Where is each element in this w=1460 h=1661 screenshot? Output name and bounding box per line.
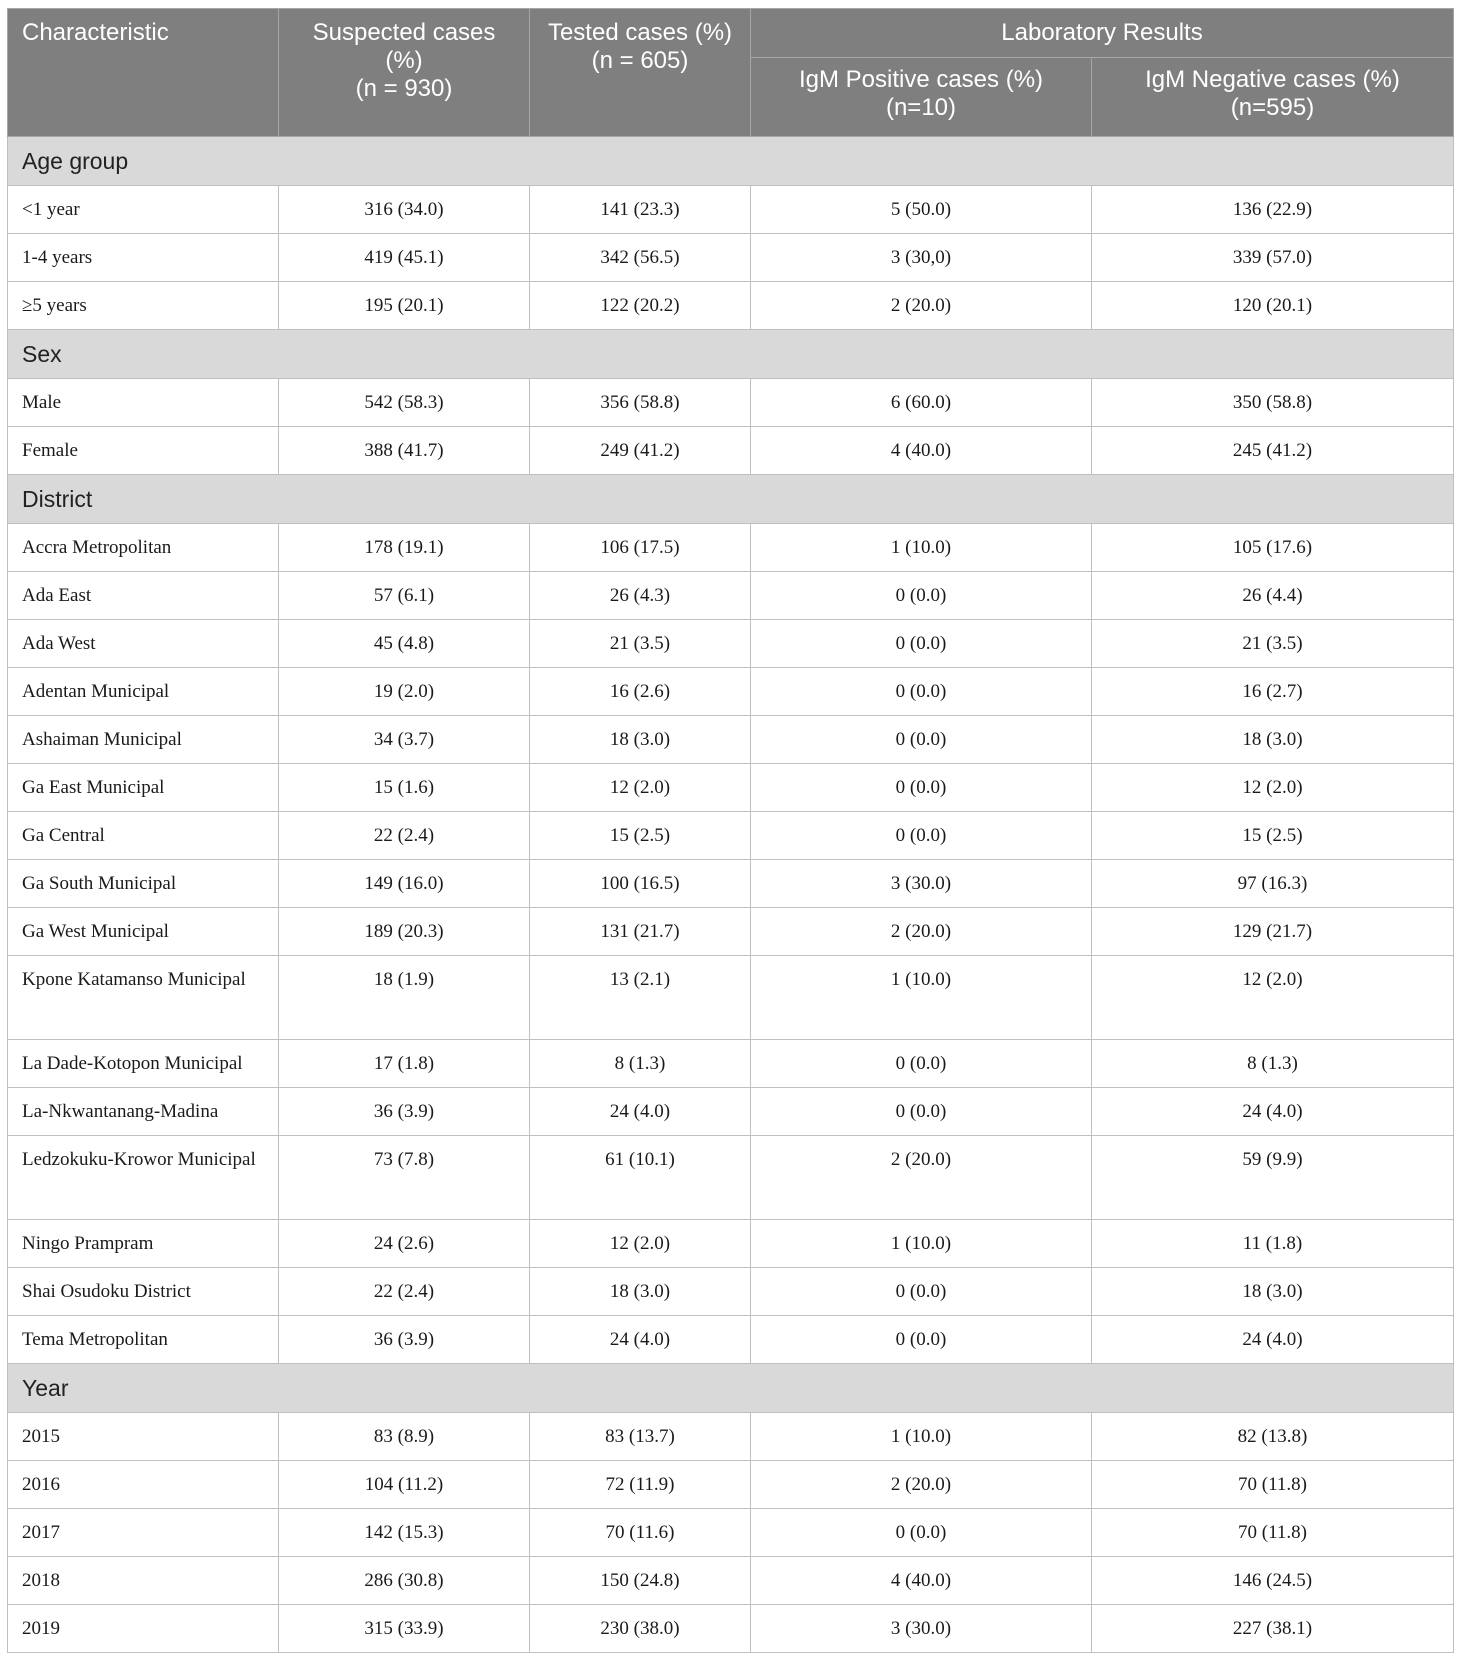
cell-igm-positive: 0 (0.0) (751, 1316, 1092, 1364)
header-igm-positive-line2: (n=10) (885, 94, 957, 121)
table-row (8, 1220, 1454, 1268)
header-tested (530, 9, 751, 137)
cell-igm-negative: 15 (2.5) (1092, 812, 1454, 860)
header-suspected-line1: Suspected cases (%) (312, 19, 496, 74)
cell-tested: 12 (2.0) (530, 764, 751, 812)
cell-igm-negative: 18 (3.0) (1092, 1268, 1454, 1316)
cell-igm-positive: 0 (0.0) (751, 764, 1092, 812)
cell-suspected: 34 (3.7) (279, 716, 530, 764)
row-label: <1 year (8, 186, 279, 234)
row-label: Ga East Municipal (8, 764, 279, 812)
cell-igm-negative: 227 (38.1) (1092, 1605, 1454, 1653)
cell-igm-positive: 3 (30.0) (751, 1605, 1092, 1653)
cell-igm-positive: 5 (50.0) (751, 186, 1092, 234)
section-row (8, 137, 1454, 186)
cell-suspected: 15 (1.6) (279, 764, 530, 812)
row-label: Ada East (8, 572, 279, 620)
cell-suspected: 57 (6.1) (279, 572, 530, 620)
cell-tested: 18 (3.0) (530, 716, 751, 764)
cell-tested: 15 (2.5) (530, 812, 751, 860)
header-characteristic (8, 9, 279, 137)
table-row (8, 1088, 1454, 1136)
cell-suspected: 189 (20.3) (279, 908, 530, 956)
cell-igm-negative: 70 (11.8) (1092, 1461, 1454, 1509)
section-title: Sex (8, 330, 1454, 379)
section-title: Year (8, 1364, 1454, 1413)
cell-igm-negative: 136 (22.9) (1092, 186, 1454, 234)
cell-tested: 249 (41.2) (530, 427, 751, 475)
cell-tested: 16 (2.6) (530, 668, 751, 716)
cell-tested: 61 (10.1) (530, 1136, 751, 1220)
table-row (8, 860, 1454, 908)
header-igm-positive-line1: IgM Positive cases (%) (798, 66, 1044, 93)
cell-igm-positive: 0 (0.0) (751, 572, 1092, 620)
row-label: 2015 (8, 1413, 279, 1461)
row-label: Accra Metropolitan (8, 524, 279, 572)
cell-igm-negative: 59 (9.9) (1092, 1136, 1454, 1220)
header-laboratory-results-label: Laboratory Results (1001, 19, 1203, 46)
table-row (8, 812, 1454, 860)
row-label: Ashaiman Municipal (8, 716, 279, 764)
table-row (8, 186, 1454, 234)
header-igm-negative (1092, 58, 1454, 137)
section-row (8, 330, 1454, 379)
row-label: La Dade-Kotopon Municipal (8, 1040, 279, 1088)
table-row (8, 1136, 1454, 1220)
row-label: 2019 (8, 1605, 279, 1653)
row-label: 2016 (8, 1461, 279, 1509)
cell-igm-positive: 1 (10.0) (751, 956, 1092, 1040)
cell-tested: 70 (11.6) (530, 1509, 751, 1557)
cell-suspected: 142 (15.3) (279, 1509, 530, 1557)
cell-tested: 21 (3.5) (530, 620, 751, 668)
table-row (8, 620, 1454, 668)
table-row (8, 1413, 1454, 1461)
cell-igm-positive: 2 (20.0) (751, 282, 1092, 330)
cell-igm-negative: 129 (21.7) (1092, 908, 1454, 956)
header-tested-line2: (n = 605) (591, 47, 689, 74)
cell-tested: 83 (13.7) (530, 1413, 751, 1461)
header-laboratory-results (751, 9, 1454, 58)
row-label: Tema Metropolitan (8, 1316, 279, 1364)
cell-igm-negative: 105 (17.6) (1092, 524, 1454, 572)
row-label: La-Nkwantanang-Madina (8, 1088, 279, 1136)
row-label: Ningo Prampram (8, 1220, 279, 1268)
cell-igm-negative: 16 (2.7) (1092, 668, 1454, 716)
cell-suspected: 388 (41.7) (279, 427, 530, 475)
cell-suspected: 24 (2.6) (279, 1220, 530, 1268)
table-row (8, 379, 1454, 427)
cell-igm-negative: 245 (41.2) (1092, 427, 1454, 475)
cell-igm-negative: 350 (58.8) (1092, 379, 1454, 427)
cell-tested: 8 (1.3) (530, 1040, 751, 1088)
table-row (8, 524, 1454, 572)
row-label: Ga West Municipal (8, 908, 279, 956)
cell-igm-negative: 21 (3.5) (1092, 620, 1454, 668)
table-row (8, 764, 1454, 812)
header-igm-negative-line2: (n=595) (1230, 94, 1315, 121)
cell-tested: 100 (16.5) (530, 860, 751, 908)
section-title: Age group (8, 137, 1454, 186)
table-row (8, 1268, 1454, 1316)
table-row (8, 668, 1454, 716)
table-row (8, 427, 1454, 475)
cell-igm-positive: 1 (10.0) (751, 1220, 1092, 1268)
cell-igm-positive: 0 (0.0) (751, 716, 1092, 764)
cell-suspected: 22 (2.4) (279, 812, 530, 860)
section-row (8, 1364, 1454, 1413)
table-row (8, 1461, 1454, 1509)
cell-igm-negative: 18 (3.0) (1092, 716, 1454, 764)
cell-suspected: 45 (4.8) (279, 620, 530, 668)
table-row (8, 716, 1454, 764)
cell-suspected: 36 (3.9) (279, 1088, 530, 1136)
cell-igm-negative: 24 (4.0) (1092, 1088, 1454, 1136)
cell-suspected: 17 (1.8) (279, 1040, 530, 1088)
cell-tested: 356 (58.8) (530, 379, 751, 427)
cell-suspected: 73 (7.8) (279, 1136, 530, 1220)
header-characteristic-label: Characteristic (22, 19, 169, 46)
cell-suspected: 419 (45.1) (279, 234, 530, 282)
cell-tested: 13 (2.1) (530, 956, 751, 1040)
row-label: ≥5 years (8, 282, 279, 330)
cell-igm-positive: 3 (30.0) (751, 860, 1092, 908)
table-row (8, 1040, 1454, 1088)
cell-igm-positive: 2 (20.0) (751, 908, 1092, 956)
table-row (8, 1316, 1454, 1364)
cell-igm-positive: 0 (0.0) (751, 1040, 1092, 1088)
cell-suspected: 315 (33.9) (279, 1605, 530, 1653)
cell-igm-negative: 12 (2.0) (1092, 956, 1454, 1040)
cell-tested: 122 (20.2) (530, 282, 751, 330)
cell-tested: 12 (2.0) (530, 1220, 751, 1268)
cell-suspected: 36 (3.9) (279, 1316, 530, 1364)
cell-tested: 342 (56.5) (530, 234, 751, 282)
header-tested-line1: Tested cases (%) (547, 19, 733, 46)
row-label: Ga South Municipal (8, 860, 279, 908)
row-label: 2017 (8, 1509, 279, 1557)
cell-suspected: 83 (8.9) (279, 1413, 530, 1461)
cell-tested: 24 (4.0) (530, 1088, 751, 1136)
cell-igm-negative: 11 (1.8) (1092, 1220, 1454, 1268)
cell-suspected: 19 (2.0) (279, 668, 530, 716)
cell-suspected: 149 (16.0) (279, 860, 530, 908)
table-row (8, 282, 1454, 330)
table-row (8, 572, 1454, 620)
cell-suspected: 104 (11.2) (279, 1461, 530, 1509)
cell-igm-negative: 82 (13.8) (1092, 1413, 1454, 1461)
cell-suspected: 542 (58.3) (279, 379, 530, 427)
cell-tested: 106 (17.5) (530, 524, 751, 572)
row-label: 2018 (8, 1557, 279, 1605)
cell-suspected: 178 (19.1) (279, 524, 530, 572)
cell-igm-negative: 70 (11.8) (1092, 1509, 1454, 1557)
cell-igm-negative: 8 (1.3) (1092, 1040, 1454, 1088)
cell-tested: 131 (21.7) (530, 908, 751, 956)
row-label: Female (8, 427, 279, 475)
table-row (8, 1605, 1454, 1653)
cell-igm-positive: 3 (30,0) (751, 234, 1092, 282)
header-igm-negative-line1: IgM Negative cases (%) (1145, 66, 1400, 93)
cell-suspected: 195 (20.1) (279, 282, 530, 330)
cell-igm-positive: 6 (60.0) (751, 379, 1092, 427)
table-row (8, 908, 1454, 956)
cell-tested: 18 (3.0) (530, 1268, 751, 1316)
cell-suspected: 286 (30.8) (279, 1557, 530, 1605)
cell-igm-positive: 4 (40.0) (751, 1557, 1092, 1605)
cell-igm-negative: 339 (57.0) (1092, 234, 1454, 282)
cell-tested: 72 (11.9) (530, 1461, 751, 1509)
header-igm-positive (751, 58, 1092, 137)
cell-suspected: 18 (1.9) (279, 956, 530, 1040)
cell-igm-positive: 0 (0.0) (751, 1088, 1092, 1136)
cell-igm-negative: 12 (2.0) (1092, 764, 1454, 812)
cell-igm-positive: 0 (0.0) (751, 1268, 1092, 1316)
cell-suspected: 22 (2.4) (279, 1268, 530, 1316)
cell-tested: 26 (4.3) (530, 572, 751, 620)
cell-igm-positive: 1 (10.0) (751, 524, 1092, 572)
cell-igm-positive: 0 (0.0) (751, 812, 1092, 860)
row-label: 1-4 years (8, 234, 279, 282)
row-label: Male (8, 379, 279, 427)
cell-igm-positive: 4 (40.0) (751, 427, 1092, 475)
cell-tested: 141 (23.3) (530, 186, 751, 234)
cell-igm-negative: 24 (4.0) (1092, 1316, 1454, 1364)
row-label: Adentan Municipal (8, 668, 279, 716)
row-label: Kpone Katamanso Municipal (8, 956, 279, 1040)
cell-igm-negative: 26 (4.4) (1092, 572, 1454, 620)
cell-suspected: 316 (34.0) (279, 186, 530, 234)
cell-igm-negative: 97 (16.3) (1092, 860, 1454, 908)
header-suspected (279, 9, 530, 137)
cell-igm-positive: 0 (0.0) (751, 620, 1092, 668)
row-label: Ga Central (8, 812, 279, 860)
cell-tested: 230 (38.0) (530, 1605, 751, 1653)
section-title: District (8, 475, 1454, 524)
table-row (8, 1557, 1454, 1605)
cell-igm-negative: 120 (20.1) (1092, 282, 1454, 330)
cell-igm-positive: 0 (0.0) (751, 668, 1092, 716)
cell-tested: 150 (24.8) (530, 1557, 751, 1605)
row-label: Ledzokuku-Krowor Municipal (8, 1136, 279, 1220)
cell-igm-positive: 2 (20.0) (751, 1136, 1092, 1220)
cell-tested: 24 (4.0) (530, 1316, 751, 1364)
characteristics-table (7, 8, 1454, 1653)
cell-igm-positive: 0 (0.0) (751, 1509, 1092, 1557)
cell-igm-positive: 2 (20.0) (751, 1461, 1092, 1509)
header-suspected-line2: (n = 930) (355, 75, 453, 102)
row-label: Ada West (8, 620, 279, 668)
row-label: Shai Osudoku District (8, 1268, 279, 1316)
table-header (8, 9, 1454, 137)
section-row (8, 475, 1454, 524)
cell-igm-negative: 146 (24.5) (1092, 1557, 1454, 1605)
table-body (8, 137, 1454, 1653)
table-row (8, 234, 1454, 282)
cell-igm-positive: 1 (10.0) (751, 1413, 1092, 1461)
table-row (8, 1509, 1454, 1557)
table-row (8, 956, 1454, 1040)
